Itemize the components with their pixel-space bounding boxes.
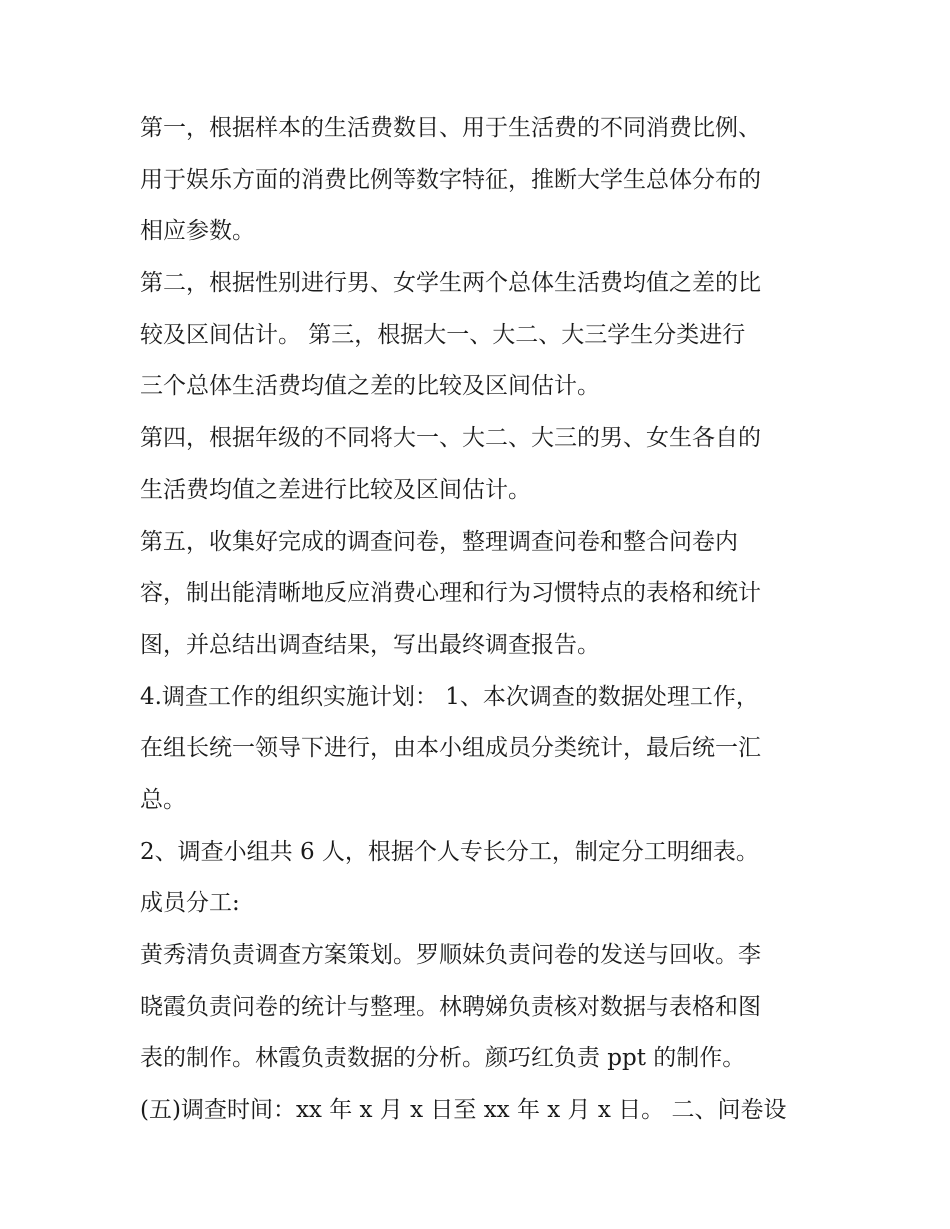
text-line: 晓霞负责问卷的统计与整理。林聘娣负责核对数据与表格和图	[140, 993, 761, 1020]
text-line: 第四，根据年级的不同将大一、大二、大三的男、女生各自的	[140, 425, 761, 452]
text-line: 生活费均值之差进行比较及区间估计。	[140, 476, 531, 503]
text-line: 第五，收集好完成的调查问卷，整理调查问卷和整合问卷内	[140, 528, 738, 555]
text-line: 在组长统一领导下进行，由本小组成员分类统计，最后统一汇	[140, 735, 761, 762]
document-body	[140, 103, 820, 1137]
text-line: 表的制作。林霞负责数据的分析。颜巧红负责 ppt 的制作。	[140, 1045, 746, 1072]
text-line: 相应参数。	[140, 218, 255, 245]
text-line: 三个总体生活费均值之差的比较及区间估计。	[140, 373, 600, 400]
text-line: 较及区间估计。 第三，根据大一、大二、大三学生分类进行	[140, 321, 746, 348]
text-line: 4.调查工作的组织实施计划： 1、本次调查的数据处理工作，	[140, 683, 759, 710]
text-line: 容，制出能清晰地反应消费心理和行为习惯特点的表格和统计	[140, 580, 761, 607]
text-line: 第二，根据性别进行男、女学生两个总体生活费均值之差的比	[140, 270, 761, 297]
text-line: 黄秀清负责调查方案策划。罗顺妹负责问卷的发送与回收。李	[140, 942, 761, 968]
text-line: 总。	[140, 786, 186, 813]
text-line: 用于娱乐方面的消费比例等数字特征，推断大学生总体分布的	[140, 166, 761, 193]
text-line: 第一，根据样本的生活费数目、用于生活费的不同消费比例、	[140, 115, 761, 141]
text-line: 图，并总结出调查结果，写出最终调查报告。	[140, 631, 600, 658]
text-line: 成员分工:	[140, 890, 240, 917]
text-line: (五)调查时间：xx 年 x 月 x 日至 xx 年 x 月 x 日。 二、问卷设	[140, 1097, 787, 1124]
text-line: 2、调查小组共 6 人，根据个人专长分工，制定分工明细表。	[140, 838, 759, 865]
